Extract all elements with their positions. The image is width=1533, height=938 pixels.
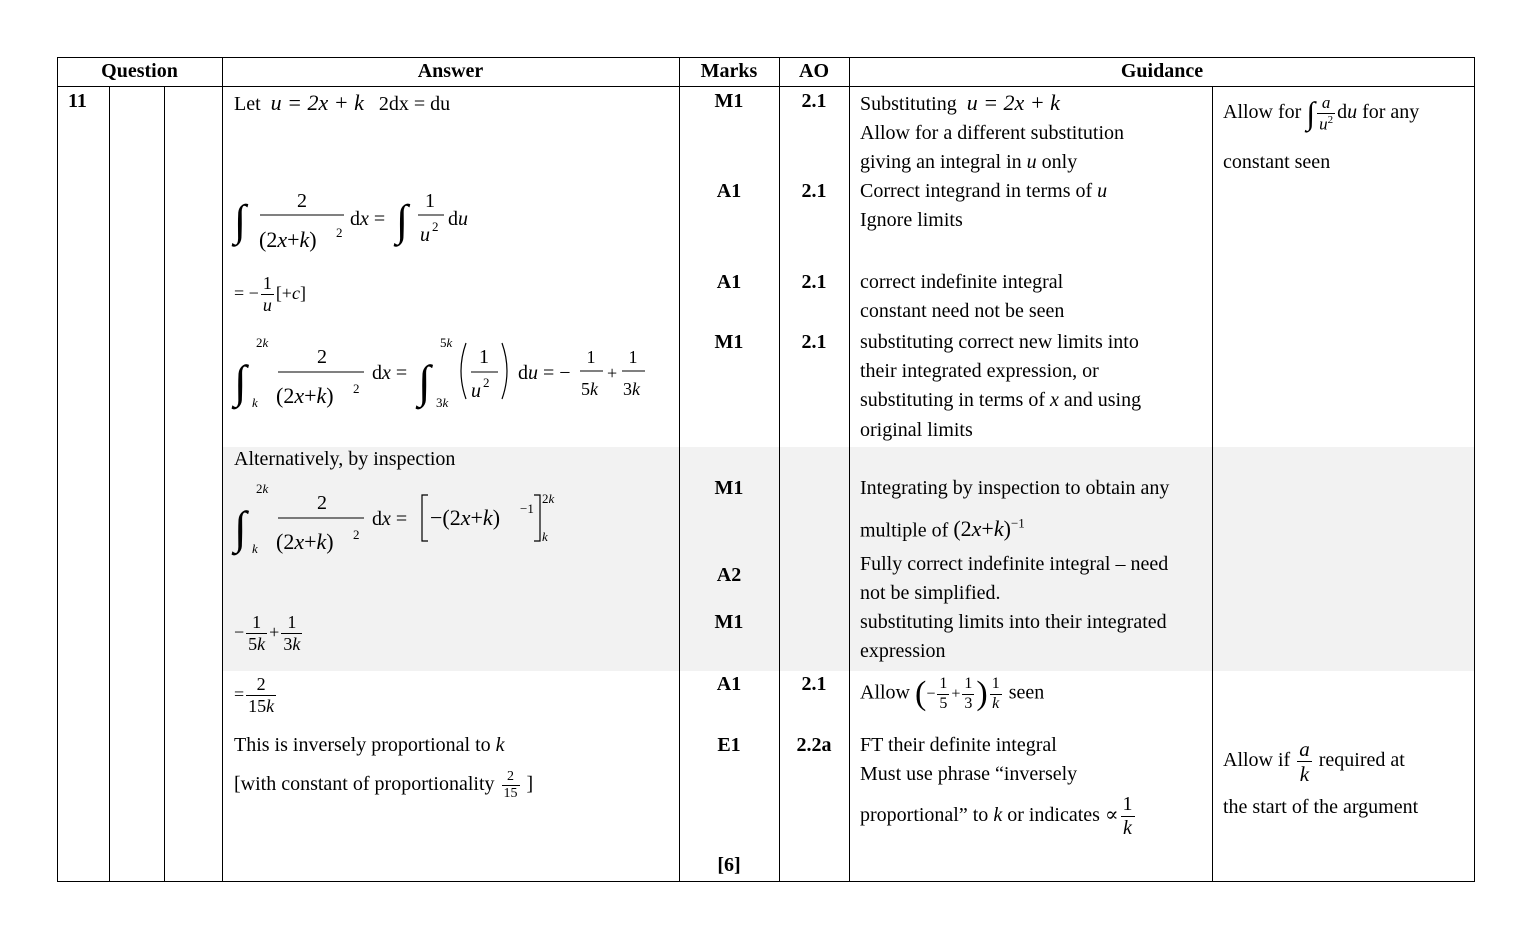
svg-text:dx =: dx = xyxy=(350,208,386,230)
guidance-line xyxy=(860,148,1077,177)
svg-text:2k: 2k xyxy=(256,481,269,496)
header-answer: Answer xyxy=(417,60,484,82)
guidance-substituting xyxy=(860,88,1060,119)
guidance-multiple: multiple of $(2x+k)^{-1}$ xyxy=(860,516,1025,542)
guidance-proportional: proportional” to k or indicates ∝ $\frac{1}{k}$ xyxy=(860,793,1133,839)
ao-value: 2.1 xyxy=(801,673,827,695)
col-line xyxy=(849,57,850,882)
extra-line: constant seen xyxy=(1223,151,1331,173)
table-border-bottom xyxy=(57,881,1475,882)
svg-text:2: 2 xyxy=(353,527,360,542)
g2-line1a: Correct integrand in terms of xyxy=(860,180,1093,202)
alternative-integral-math xyxy=(232,481,592,557)
mark-a2: A2 xyxy=(716,564,742,586)
guidance-line: Integrating by inspection to obtain any xyxy=(860,477,1170,499)
total-marks: [6] xyxy=(717,854,741,876)
let-text: Let xyxy=(234,93,261,115)
mark-m1: M1 xyxy=(714,477,744,499)
svg-text:2: 2 xyxy=(353,381,360,396)
svg-text:u: u xyxy=(471,380,481,402)
col-line xyxy=(1474,57,1475,882)
guidance-line: not be simplified. xyxy=(860,582,1001,604)
svg-text:2: 2 xyxy=(432,219,439,234)
svg-text:du = −: du = − xyxy=(518,362,571,384)
col-line xyxy=(57,57,58,882)
svg-text:dx =: dx = xyxy=(372,508,408,530)
constant-open: [with constant of proportionality xyxy=(234,773,495,796)
answer-substitution xyxy=(234,88,450,119)
g5-allow: Allow xyxy=(860,681,910,704)
guidance-line: Must use phrase “inversely xyxy=(860,763,1078,785)
col-line xyxy=(164,86,165,882)
header-marks: Marks xyxy=(700,60,758,82)
g1-expr: u = 2x + k xyxy=(966,90,1060,115)
svg-text:dx =: dx = xyxy=(372,362,408,384)
guidance-line: substituting limits into their integrated xyxy=(860,611,1167,633)
svg-text:(2x+k): (2x+k) xyxy=(259,227,317,252)
svg-text:2: 2 xyxy=(336,225,343,240)
guidance-line: Allow for a different substitution xyxy=(860,122,1125,144)
g6-line3b: or indicates xyxy=(1007,804,1100,827)
answer-conclusion xyxy=(234,731,505,760)
guidance-line xyxy=(860,177,1107,206)
mark-a1: A1 xyxy=(716,673,742,695)
col-line xyxy=(1212,86,1213,882)
alt1-line2: multiple of xyxy=(860,519,949,542)
svg-text:3k: 3k xyxy=(436,395,449,410)
conclusion-text: This is inversely proportional to xyxy=(234,734,491,756)
e1-prefix: Allow for xyxy=(1223,100,1302,123)
ao-value: 2.1 xyxy=(801,90,827,112)
svg-text:5k: 5k xyxy=(581,379,598,399)
header-guidance: Guidance xyxy=(1120,60,1204,82)
col-line xyxy=(222,57,223,882)
constant-den: 15 xyxy=(503,786,518,802)
guidance-line: expression xyxy=(860,640,946,662)
svg-text:∫: ∫ xyxy=(234,356,247,407)
ao-value: 2.1 xyxy=(801,180,827,202)
svg-text:1: 1 xyxy=(479,346,489,368)
mark-m1: M1 xyxy=(714,331,744,353)
g4-line3a: substituting in terms of xyxy=(860,389,1045,411)
svg-text:du: du xyxy=(448,208,468,230)
svg-text:1: 1 xyxy=(628,347,638,367)
extra-allow-integral: Allow for ∫ $\frac{a}{u^2}$ du for any xyxy=(1223,93,1420,134)
e2-prefix: Allow if xyxy=(1223,749,1291,772)
svg-text:3k: 3k xyxy=(623,379,640,399)
mark-a1: A1 xyxy=(716,180,742,202)
conclusion-var: k xyxy=(495,734,505,756)
svg-text:1: 1 xyxy=(425,190,435,212)
g4-line3b: and using xyxy=(1063,389,1142,411)
ao-value: 2.1 xyxy=(801,331,827,353)
g1-line3-var: u xyxy=(1026,151,1037,173)
svg-text:u: u xyxy=(420,224,430,246)
svg-text:∫: ∫ xyxy=(418,356,431,407)
svg-text:2: 2 xyxy=(483,375,490,390)
ao-value: 2.2a xyxy=(796,734,832,756)
svg-text:2: 2 xyxy=(317,492,327,514)
svg-text:−(2x+k): −(2x+k) xyxy=(430,505,501,530)
guidance-line: correct indefinite integral xyxy=(860,271,1064,293)
guidance-line: substituting correct new limits into xyxy=(860,331,1139,353)
svg-text:k: k xyxy=(252,541,258,556)
g5-seen: seen xyxy=(1008,681,1045,704)
svg-text:∫: ∫ xyxy=(234,502,247,553)
table-border-top xyxy=(57,57,1475,58)
guidance-line: Fully correct indefinite integral – need xyxy=(860,553,1169,575)
header-ao: AO xyxy=(799,60,829,82)
svg-text:∫: ∫ xyxy=(396,196,409,245)
mark-m1: M1 xyxy=(714,90,744,112)
definite-substitution-math xyxy=(232,335,652,411)
extra-line: the start of the argument xyxy=(1223,796,1419,818)
extra-allow-ak: Allow if $\frac{a}{k}$ required at xyxy=(1223,737,1405,787)
answer-result: = $\frac{2}{15k}$ xyxy=(234,674,275,716)
header-question: Question xyxy=(101,60,178,82)
g1-line3a: giving an integral in xyxy=(860,151,1022,173)
svg-text:−1: −1 xyxy=(520,501,534,516)
guidance-line: Ignore limits xyxy=(860,209,963,231)
g1-prefix: Substituting xyxy=(860,93,957,115)
constant-close: ] xyxy=(526,773,534,796)
guidance-line: constant need not be seen xyxy=(860,300,1065,322)
e1-suffix: for any xyxy=(1362,100,1420,123)
answer-indefinite: = − $\frac{1}{u}$ [+c] xyxy=(234,273,306,315)
ao-value: 2.1 xyxy=(801,271,827,293)
integrand-transform-math xyxy=(232,175,492,261)
question-number: 11 xyxy=(68,90,87,112)
svg-text:2k: 2k xyxy=(256,335,269,350)
guidance-line xyxy=(860,386,1141,415)
constant-num: 2 xyxy=(502,769,520,786)
alternative-limits: − $\frac{1}{5k}$ + $\frac{1}{3k}$ xyxy=(234,612,301,654)
svg-text:∫: ∫ xyxy=(234,196,247,245)
svg-text:1: 1 xyxy=(586,347,596,367)
guidance-allow-expr: Allow (− $\frac{1}{5}$ + $\frac{1}{3}$ ) $\frac{1}{k}$ seen xyxy=(860,675,1045,712)
svg-text:k: k xyxy=(542,529,548,544)
svg-text:2: 2 xyxy=(297,190,307,212)
col-line xyxy=(109,86,110,882)
e2-suffix: required at xyxy=(1318,749,1405,772)
svg-text:k: k xyxy=(252,395,258,410)
answer-constant xyxy=(234,769,533,802)
svg-text:(2x+k): (2x+k) xyxy=(276,529,334,554)
differential-expr: 2dx = du xyxy=(378,93,451,115)
g6-line3-var: k xyxy=(993,804,1003,827)
alternative-heading: Alternatively, by inspection xyxy=(234,448,456,470)
mark-e1: E1 xyxy=(717,734,741,756)
guidance-line: their integrated expression, or xyxy=(860,360,1099,382)
mark-m1: M1 xyxy=(714,611,744,633)
svg-text:+: + xyxy=(607,363,618,383)
svg-text:(2x+k): (2x+k) xyxy=(276,383,334,408)
g1-line3b: only xyxy=(1041,151,1078,173)
mark-a1: A1 xyxy=(716,271,742,293)
substitution-expr: u = 2x + k xyxy=(270,90,364,115)
g2-line1-var: u xyxy=(1097,180,1108,202)
svg-text:2: 2 xyxy=(317,346,327,368)
guidance-line: FT their definite integral xyxy=(860,734,1057,756)
svg-text:5k: 5k xyxy=(440,335,453,350)
svg-text:2k: 2k xyxy=(542,491,555,506)
guidance-line: original limits xyxy=(860,419,973,441)
g4-line3-var: x xyxy=(1050,389,1059,411)
mark-scheme-table xyxy=(57,57,1475,882)
g6-line3a: proportional” to xyxy=(860,804,989,827)
